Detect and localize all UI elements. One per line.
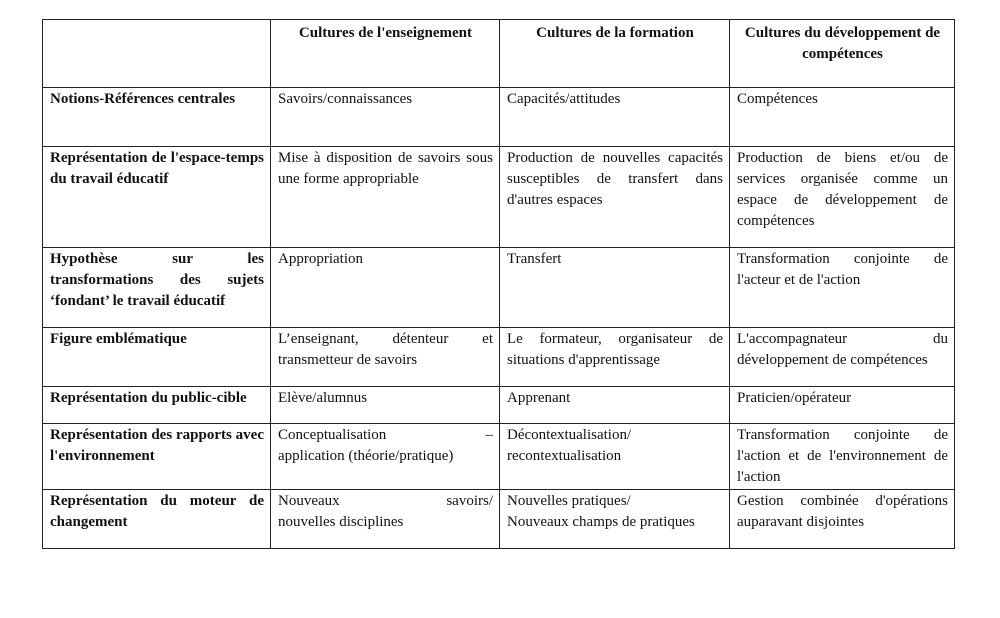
row-label: Notions-Références centrales xyxy=(43,88,271,147)
cell-first-line: Décontextualisation/ xyxy=(507,427,632,443)
cell-developpement: Compétences xyxy=(730,88,955,147)
cell-formation: Apprenant xyxy=(500,387,730,424)
table-row xyxy=(43,248,955,328)
row-label: Représentation de l'espace-temps du travail éducatif xyxy=(43,147,271,248)
cell-first-line: Nouveaux savoirs/ xyxy=(278,493,493,509)
row-label: Représentation du public-cible xyxy=(43,387,271,424)
table-row xyxy=(43,88,955,147)
cell-enseignement: Mise à disposition de savoirs sous une forme appropriable xyxy=(271,147,500,248)
row-label: Figure emblématique xyxy=(43,328,271,387)
header-row xyxy=(43,20,955,88)
table-row xyxy=(43,424,955,490)
cell-developpement: Gestion combinée d'opérations auparavant disjointes xyxy=(730,490,955,549)
table-row xyxy=(43,328,955,387)
header-developpement-competences: Cultures du développement de compétences xyxy=(730,20,955,88)
cell-formation xyxy=(500,424,730,490)
header-corner-cell xyxy=(43,20,271,88)
cell-formation: Le formateur, organisateur de situations d'apprentissage xyxy=(500,328,730,387)
cell-formation: Production de nouvelles capacités susceptibles de transfert dans d'autres espaces xyxy=(500,147,730,248)
cell-developpement: Transformation conjointe de l'action et de l'environnement de l'action xyxy=(730,424,955,490)
cell-developpement: L'accompagnateur du développement de compétences xyxy=(730,328,955,387)
cell-enseignement: L’enseignant, détenteur et transmetteur de savoirs xyxy=(271,328,500,387)
table-row xyxy=(43,490,955,549)
cell-formation: Transfert xyxy=(500,248,730,328)
cell-enseignement xyxy=(271,490,500,549)
cell-developpement: Praticien/opérateur xyxy=(730,387,955,424)
row-label: Représentation des rapports avec l'environnement xyxy=(43,424,271,490)
cell-rest-text: nouvelles disciplines xyxy=(278,514,404,530)
cell-enseignement: Savoirs/connaissances xyxy=(271,88,500,147)
cell-rest-text: Nouveaux champs de pratiques xyxy=(507,514,695,530)
cell-enseignement xyxy=(271,424,500,490)
cell-formation xyxy=(500,490,730,549)
cell-first-line: Conceptualisation – xyxy=(278,427,493,443)
cell-developpement: Transformation conjointe de l'acteur et de l'action xyxy=(730,248,955,328)
cell-enseignement: Appropriation xyxy=(271,248,500,328)
table-row xyxy=(43,387,955,424)
table-row xyxy=(43,147,955,248)
cell-developpement: Production de biens et/ou de services organisée comme un espace de développement de compétences xyxy=(730,147,955,248)
header-formation: Cultures de la formation xyxy=(500,20,730,88)
row-label: Hypothèse sur les transformations des sujets ‘fondant’ le travail éducatif xyxy=(43,248,271,328)
cell-formation: Capacités/attitudes xyxy=(500,88,730,147)
comparison-table xyxy=(42,19,955,549)
cell-first-line: Nouvelles pratiques/ xyxy=(507,493,631,509)
cell-rest-text: application (théorie/pratique) xyxy=(278,448,454,464)
cell-rest-text: recontextualisation xyxy=(507,448,622,464)
header-enseignement: Cultures de l'enseignement xyxy=(271,20,500,88)
cell-enseignement: Elève/alumnus xyxy=(271,387,500,424)
row-label: Représentation du moteur de changement xyxy=(43,490,271,549)
